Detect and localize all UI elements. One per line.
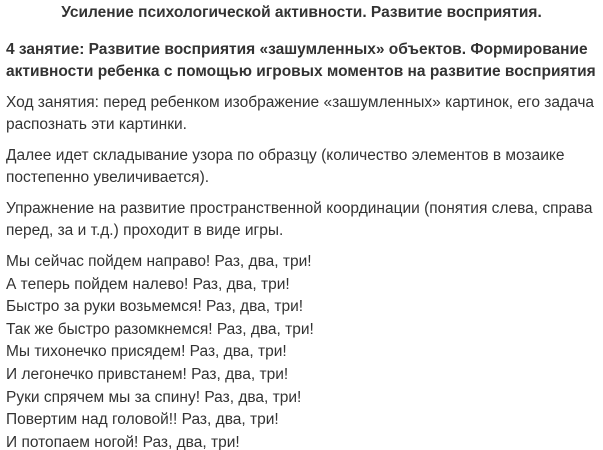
rhyme-line: А теперь пойдем налево! Раз, два, три! [6,275,290,293]
rhyme-line: Руки спрячем мы за спину! Раз, два, три! [6,388,302,406]
rhyme-line: Быстро за руки возьмемся! Раз, два, три! [6,298,304,316]
paragraph-pattern-folding [6,145,603,189]
game-rhyme [6,251,603,450]
paragraph-lesson-progress [6,92,603,136]
section-heading: Усиление психологической активности. Развитие восприятия. [61,4,542,21]
rhyme-line: И потопаем ногой! Раз, два, три! [6,433,240,450]
paragraph-spatial-exercise [6,198,603,242]
rhyme-line: И легонечко привстанем! Раз, два, три! [6,365,289,383]
lesson-title-line: активности ребенка с помощью игровых моментов на развитие восприятия [6,63,596,80]
lesson-title [6,39,603,83]
paragraph-line: Упражнение на развитие пространственной координации (понятия слева, справа [6,200,593,217]
lesson-title-line: 4 занятие: Развитие восприятия «зашумленных» объектов. Формирование [6,41,588,58]
rhyme-line: Так же быстро разомкнемся! Раз, два, три! [6,320,314,338]
rhyme-line: Повертим над головой!! Раз, два, три! [6,411,279,429]
rhyme-line: Мы сейчас пойдем направо! Раз, два, три! [6,253,312,270]
rhyme-line: Мы тихонечко присядем! Раз, два, три! [6,343,287,361]
paragraph-line: Ход занятия: перед ребенком изображение «зашумленных» картинок, его задача [6,94,595,111]
paragraph-line: перед, за и т.д.) проходит в виде игры. [6,222,284,239]
paragraph-line: постепенно увеличивается). [6,169,210,186]
paragraph-line: Далее идет складывание узора по образцу (количество элементов в мозаике [6,147,565,164]
paragraph-line: распознать эти картинки. [6,116,187,133]
